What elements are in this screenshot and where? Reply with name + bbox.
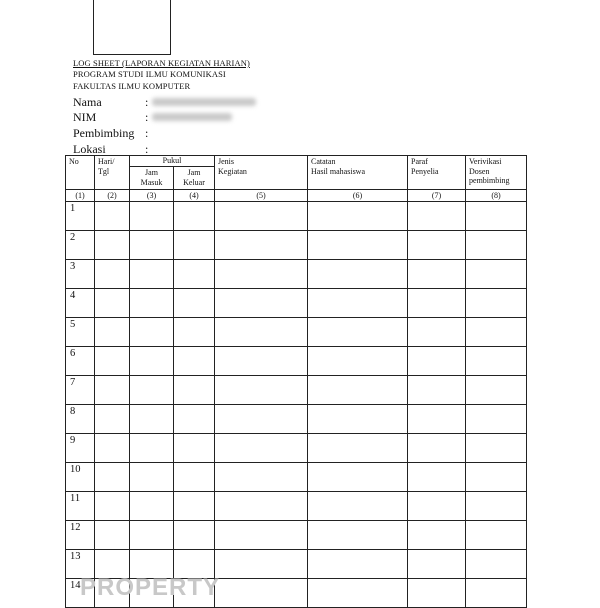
table-cell[interactable] — [215, 550, 308, 579]
header-jenis-kegiatan: Jenis Kegiatan — [215, 156, 308, 190]
table-cell[interactable] — [215, 347, 308, 376]
table-cell[interactable] — [408, 347, 466, 376]
field-label-lokasi: Lokasi — [73, 142, 106, 156]
table-cell[interactable] — [174, 405, 215, 434]
table-cell[interactable] — [130, 434, 174, 463]
table-cell[interactable] — [174, 318, 215, 347]
column-number-row — [66, 190, 527, 202]
table-cell[interactable] — [215, 318, 308, 347]
table-cell[interactable] — [308, 260, 408, 289]
row-number: 13 — [66, 550, 95, 579]
table-cell[interactable] — [130, 521, 174, 550]
table-cell[interactable] — [174, 434, 215, 463]
table-row — [66, 376, 527, 405]
row-number: 6 — [66, 347, 95, 376]
table-row — [66, 405, 527, 434]
table-cell[interactable] — [308, 463, 408, 492]
table-cell[interactable] — [95, 376, 130, 405]
row-number: 5 — [66, 318, 95, 347]
table-cell[interactable] — [130, 347, 174, 376]
header-row — [66, 156, 527, 167]
column-number: (5) — [215, 190, 308, 202]
field-colon-nama: : — [145, 95, 149, 109]
field-label-nim: NIM — [73, 110, 97, 124]
header-jam-keluar: Jam Keluar — [174, 167, 215, 190]
column-number: (1) — [66, 190, 95, 202]
column-number: (4) — [174, 190, 215, 202]
header-catatan: Catatan Hasil mahasiswa — [308, 156, 408, 190]
table-cell[interactable] — [308, 492, 408, 521]
table-cell[interactable] — [174, 202, 215, 231]
table-cell[interactable] — [130, 405, 174, 434]
table-cell[interactable] — [466, 521, 527, 550]
table-cell[interactable] — [408, 463, 466, 492]
table-cell[interactable] — [466, 289, 527, 318]
field-label-nama: Nama — [73, 95, 102, 109]
header-hari-tgl: Hari/ Tgl — [95, 156, 130, 190]
table-cell[interactable] — [466, 550, 527, 579]
table-cell[interactable] — [408, 260, 466, 289]
table-cell[interactable] — [215, 231, 308, 260]
table-row — [66, 492, 527, 521]
table-row — [66, 260, 527, 289]
table-cell[interactable] — [215, 405, 308, 434]
header-jam-masuk: Jam Masuk — [130, 167, 174, 190]
table-cell[interactable] — [95, 492, 130, 521]
table-cell[interactable] — [215, 579, 308, 608]
table-cell[interactable] — [308, 231, 408, 260]
table-cell[interactable] — [215, 521, 308, 550]
table-cell[interactable] — [466, 231, 527, 260]
table-cell[interactable] — [95, 289, 130, 318]
header-no: No — [66, 156, 95, 190]
table-row — [66, 231, 527, 260]
table-cell[interactable] — [308, 202, 408, 231]
table-cell[interactable] — [408, 318, 466, 347]
column-number: (3) — [130, 190, 174, 202]
row-number: 9 — [66, 434, 95, 463]
table-cell[interactable] — [466, 463, 527, 492]
table-cell[interactable] — [174, 376, 215, 405]
table-cell[interactable] — [174, 347, 215, 376]
table-cell[interactable] — [174, 231, 215, 260]
table-cell[interactable] — [466, 376, 527, 405]
table-row — [66, 318, 527, 347]
row-number: 10 — [66, 463, 95, 492]
table-cell[interactable] — [215, 434, 308, 463]
row-number: 4 — [66, 289, 95, 318]
table-cell[interactable] — [408, 492, 466, 521]
row-number: 7 — [66, 376, 95, 405]
table-cell[interactable] — [408, 521, 466, 550]
table-cell[interactable] — [308, 347, 408, 376]
table-cell[interactable] — [130, 260, 174, 289]
table-row — [66, 463, 527, 492]
table-cell[interactable] — [215, 492, 308, 521]
column-number: (2) — [95, 190, 130, 202]
table-cell[interactable] — [308, 434, 408, 463]
field-colon-pembimbing: : — [145, 126, 149, 140]
table-row — [66, 434, 527, 463]
table-cell[interactable] — [466, 202, 527, 231]
header-paraf: Paraf Penyelia — [408, 156, 466, 190]
table-cell[interactable] — [215, 260, 308, 289]
row-number: 14 — [66, 579, 95, 608]
table-cell[interactable] — [95, 260, 130, 289]
column-number: (6) — [308, 190, 408, 202]
redacted-nim — [152, 113, 232, 121]
table-cell[interactable] — [308, 579, 408, 608]
table-cell[interactable] — [95, 463, 130, 492]
log-table — [65, 155, 527, 608]
table-cell[interactable] — [466, 260, 527, 289]
row-number: 12 — [66, 521, 95, 550]
photo-box — [93, 0, 171, 55]
table-cell[interactable] — [174, 492, 215, 521]
table-cell[interactable] — [95, 521, 130, 550]
document-title: LOG SHEET (LAPORAN KEGIATAN HARIAN) — [73, 58, 250, 68]
table-row — [66, 347, 527, 376]
table-cell[interactable] — [308, 521, 408, 550]
table-cell[interactable] — [130, 376, 174, 405]
faculty-name: FAKULTAS ILMU KOMPUTER — [73, 81, 191, 91]
field-colon-nim: : — [145, 110, 149, 124]
table-cell[interactable] — [408, 202, 466, 231]
program-name: PROGRAM STUDI ILMU KOMUNIKASI — [73, 69, 226, 79]
table-cell[interactable] — [95, 202, 130, 231]
watermark: PROPERTY — [80, 574, 221, 601]
table-cell[interactable] — [408, 289, 466, 318]
table-cell[interactable] — [95, 318, 130, 347]
table-cell[interactable] — [215, 289, 308, 318]
redacted-name — [152, 98, 256, 106]
table-cell[interactable] — [215, 463, 308, 492]
table-cell[interactable] — [466, 434, 527, 463]
table-cell[interactable] — [466, 492, 527, 521]
row-number: 8 — [66, 405, 95, 434]
header-pukul: Pukul — [130, 156, 215, 167]
table-cell[interactable] — [174, 260, 215, 289]
table-cell[interactable] — [95, 347, 130, 376]
table-cell[interactable] — [215, 202, 308, 231]
table-row — [66, 521, 527, 550]
field-colon-lokasi: : — [145, 142, 149, 156]
table-cell[interactable] — [466, 347, 527, 376]
table-cell[interactable] — [130, 231, 174, 260]
table-cell[interactable] — [130, 318, 174, 347]
table-cell[interactable] — [466, 318, 527, 347]
column-number: (8) — [466, 190, 527, 202]
table-cell[interactable] — [215, 376, 308, 405]
table-cell[interactable] — [408, 231, 466, 260]
row-number: 3 — [66, 260, 95, 289]
column-number: (7) — [408, 190, 466, 202]
table-cell[interactable] — [308, 405, 408, 434]
table-cell[interactable] — [308, 318, 408, 347]
row-number: 2 — [66, 231, 95, 260]
table-cell[interactable] — [308, 550, 408, 579]
table-cell[interactable] — [174, 289, 215, 318]
table-row — [66, 289, 527, 318]
table-cell[interactable] — [130, 202, 174, 231]
table-cell[interactable] — [466, 405, 527, 434]
table-cell[interactable] — [130, 289, 174, 318]
table-cell[interactable] — [130, 492, 174, 521]
table-cell[interactable] — [408, 434, 466, 463]
row-number: 11 — [66, 492, 95, 521]
table-cell[interactable] — [408, 579, 466, 608]
table-cell[interactable] — [308, 376, 408, 405]
table-cell[interactable] — [95, 405, 130, 434]
table-cell[interactable] — [130, 463, 174, 492]
table-cell[interactable] — [174, 521, 215, 550]
field-label-pembimbing: Pembimbing — [73, 126, 135, 140]
table-cell[interactable] — [95, 231, 130, 260]
table-cell[interactable] — [95, 434, 130, 463]
header-verifikasi: Verivikasi Dosen pembimbing — [466, 156, 527, 190]
row-number: 1 — [66, 202, 95, 231]
table-cell[interactable] — [408, 550, 466, 579]
table-cell[interactable] — [308, 289, 408, 318]
table-row — [66, 202, 527, 231]
table-cell[interactable] — [466, 579, 527, 608]
table-cell[interactable] — [174, 463, 215, 492]
table-cell[interactable] — [408, 376, 466, 405]
table-cell[interactable] — [408, 405, 466, 434]
